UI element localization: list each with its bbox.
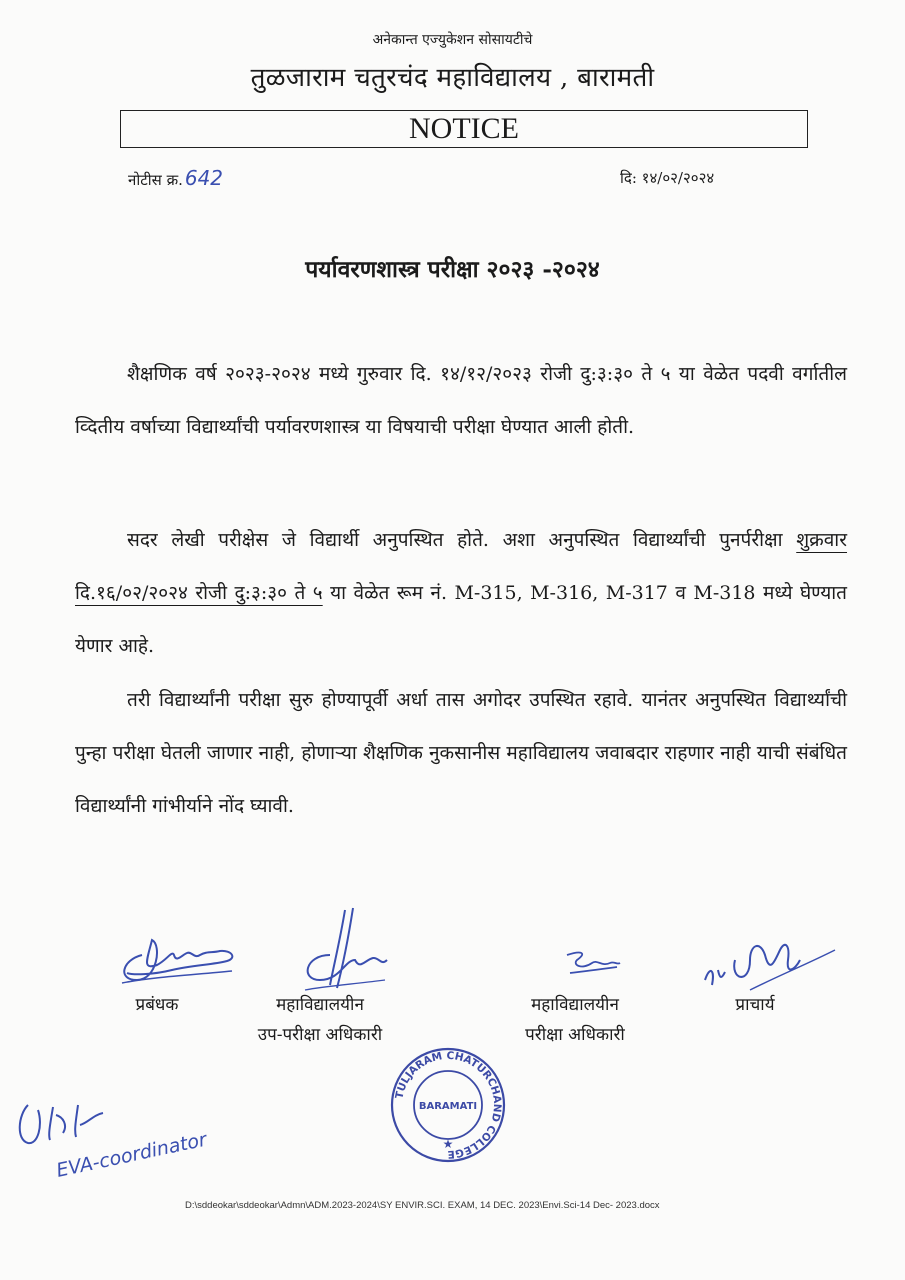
stamp-inner-text: BARAMATI: [418, 1101, 478, 1112]
footer-file-path: D:\sddeokar\sddeokar\Admn\ADM.2023-2024\SY ENVIR.SCI. EXAM, 14 DEC. 2023\Envi.Sci-14 Dec- 2023.docx: [185, 1200, 660, 1211]
notice-number-label: नोटीस क्र.: [128, 171, 183, 189]
notice-number: [128, 166, 223, 190]
notice-number-value: 642: [184, 166, 224, 190]
society-name: अनेकान्त एज्युकेशन सोसायटीचे: [372, 32, 533, 48]
paragraph-3: [75, 674, 847, 833]
exam-officer-signature: [562, 945, 632, 980]
signatory-exam-line2: परीक्षा अधिकारी: [525, 1025, 625, 1045]
notice-heading: पर्यावरणशास्त्र परीक्षा २०२३ -२०२४: [305, 256, 600, 283]
college-stamp: [388, 1045, 508, 1165]
stamp-star-icon: ★: [442, 1137, 454, 1151]
signatory-deputy-line2: उप-परीक्षा अधिकारी: [257, 1025, 383, 1045]
signatory-deputy-exam-officer: [250, 990, 390, 1050]
stamp-outer-text: TULJARAM CHATURCHAND COLLEGE: [393, 1049, 504, 1161]
registrar-signature: [112, 925, 242, 995]
handwritten-note: [8, 1085, 258, 1195]
signatory-exam-officer: [490, 990, 660, 1050]
signatory-deputy-line1: महाविद्यालयीन: [276, 995, 364, 1015]
paragraph-1: [75, 348, 847, 454]
paragraph-2: [75, 514, 847, 673]
signatory-principal: प्राचार्य: [735, 995, 775, 1015]
paragraph-2-underlined-date: शुक्रवार दि.१६/०२/२०२४ रोजी दु:३:३० ते ५: [75, 529, 848, 604]
paragraph-2-text-a: सदर लेखी परीक्षेस जे विद्यार्थी अनुपस्थित होते. अशा अनुपस्थित विद्यार्थ्यांची पुनर्परीक्षा: [127, 529, 783, 551]
paragraph-1-text: शैक्षणिक वर्ष २०२३-२०२४ मध्ये गुरुवार दि. १४/१२/२०२३ रोजी दु:३:३० ते ५ या वेळेत पदवी वर्गातील व्दितीय वर्षाच्या विद्यार्थ्यांची पर्यावरणशास्त्र या विषयाची परीक्षा घेण्यात आली होती.: [75, 363, 847, 438]
notice-title-box: [120, 110, 808, 148]
paragraph-3-text: तरी विद्यार्थ्यांनी परीक्षा सुरु होण्यापूर्वी अर्धा तास अगोदर उपस्थित रहावे. यानंतर अनुपस्थित विद्यार्थ्यांची पुन्हा परीक्षा घेतली जाणार नाही, होणाऱ्या शैक्षणिक नुकसानीस महाविद्यालय जवाबदार राहणार नाही याची संबंधित विद्यार्थ्यांनी गांभीर्याने नोंद घ्यावी.: [75, 689, 847, 817]
notice-date: दि: १४/०२/२०२४: [620, 169, 715, 187]
college-name: तुळजाराम चतुरचंद महाविद्यालय , बारामती: [250, 63, 655, 93]
deputy-exam-officer-signature: [285, 900, 395, 1000]
signatory-registrar: प्रबंधक: [135, 995, 179, 1015]
signatory-exam-line1: महाविद्यालयीन: [531, 995, 619, 1015]
handwritten-note-text: EVA-coordinator: [54, 1128, 209, 1182]
paragraph-2-text-b: या वेळेत रूम नं. M-315, M-316, M-317 व M-318 मध्ये घेण्यात येणार आहे.: [75, 582, 847, 657]
notice-title: NOTICE: [409, 112, 519, 145]
